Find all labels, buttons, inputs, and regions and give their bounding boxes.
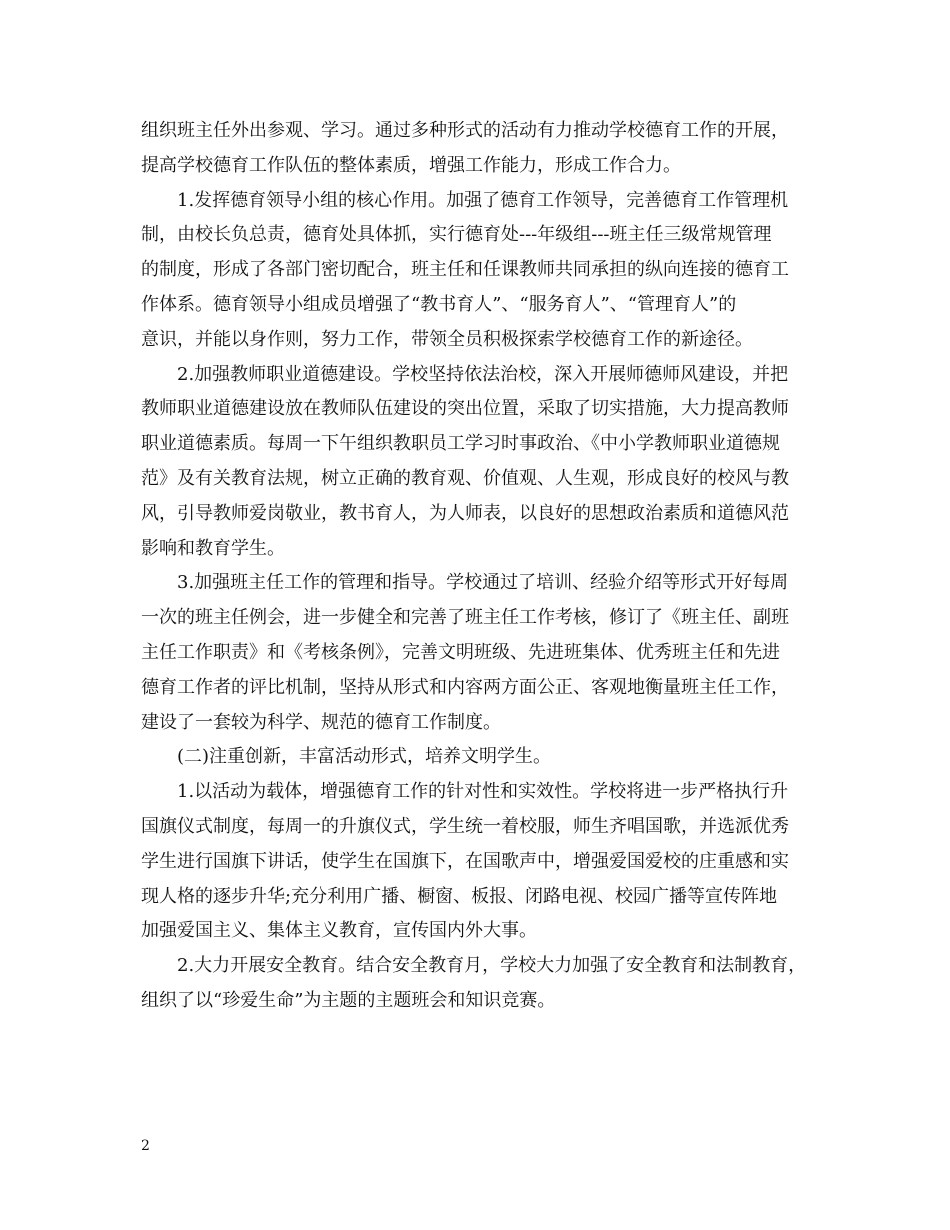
text-line: 作体系。德育领导小组成员增强了“教书育人”、“服务育人”、“管理育人”的: [141, 293, 737, 315]
text-line: 学生进行国旗下讲话，使学生在国旗下，在国歌声中，增强爱国爱校的庄重感和实: [141, 850, 789, 872]
text-line: 现人格的逐步升华;充分利用广播、橱窗、板报、闭路电视、校园广播等宣传阵地: [141, 885, 778, 907]
text-line: 影响和教育学生。: [141, 537, 285, 559]
text-line: 建设了一套较为科学、规范的德育工作制度。: [141, 711, 501, 733]
text-line: 3.加强班主任工作的管理和指导。学校通过了培训、经验介绍等形式开好每周: [177, 572, 789, 594]
paragraph-item-1: [141, 184, 813, 358]
paragraph-item-2: [141, 358, 813, 567]
text-line: 1.发挥德育领导小组的核心作用。加强了德育工作领导，完善德育工作管理机: [177, 189, 789, 211]
section-heading: [141, 740, 813, 775]
text-line: 加强爱国主义、集体主义教育，宣传国内外大事。: [141, 920, 537, 942]
text-line: 职业道德素质。每周一下午组织教职员工学习时事政治、《中小学教师职业道德规: [141, 433, 780, 455]
text-line: 1.以活动为载体，增强德育工作的针对性和实效性。学校将进一步严格执行升: [177, 781, 789, 803]
text-line: 的制度，形成了各部门密切配合，班主任和任课教师共同承担的纵向连接的德育工: [141, 259, 789, 281]
paragraph-activity-2: [141, 949, 813, 1019]
text-line: 组织班主任外出参观、学习。通过多种形式的活动有力推动学校德育工作的开展，: [141, 120, 789, 141]
text-line: 风，引导教师爱岗敬业，教书育人，为人师表，以良好的思想政治素质和道德风范: [141, 502, 789, 524]
paragraph-activity-1: [141, 775, 813, 949]
text-line: 提高学校德育工作队伍的整体素质，增强工作能力，形成工作合力。: [141, 154, 681, 176]
text-line: 国旗仪式制度，每周一的升旗仪式，学生统一着校服，师生齐唱国歌，并选派优秀: [141, 815, 789, 837]
text-line: 2.加强教师职业道德建设。学校坚持依法治校，深入开展师德师风建设，并把: [177, 363, 789, 385]
body-text: [141, 114, 813, 1019]
text-line: 主任工作职责》和《考核条例》，完善文明班级、先进班集体、优秀班主任和先进: [141, 641, 780, 663]
text-line: 制，由校长负总责，德育处具体抓，实行德育处---年级组---班主任三级常规管理: [141, 224, 772, 246]
text-line: (二)注重创新，丰富活动形式，培养文明学生。: [177, 746, 552, 768]
paragraph-intro-continued: [141, 114, 813, 184]
text-line: 德育工作者的评比机制，坚持从形式和内容两方面公正、客观地衡量班主任工作，: [141, 676, 789, 698]
text-line: 组织了以“珍爱生命”为主题的主题班会和知识竞赛。: [141, 989, 556, 1011]
text-line: 意识，并能以身作则，努力工作，带领全员积极探索学校德育工作的新途径。: [141, 328, 753, 350]
text-line: 教师职业道德建设放在教师队伍建设的突出位置，采取了切实措施，大力提高教师: [141, 398, 789, 420]
text-line: 范》及有关教育法规，树立正确的教育观、价值观、人生观，形成良好的校风与教: [141, 467, 789, 489]
paragraph-item-3: [141, 566, 813, 740]
text-line: 2.大力开展安全教育。结合安全教育月，学校大力加强了安全教育和法制教育，: [177, 955, 807, 977]
page-number: 2: [141, 1138, 150, 1154]
text-line: 一次的班主任例会，进一步健全和完善了班主任工作考核，修订了《班主任、副班: [141, 607, 789, 629]
